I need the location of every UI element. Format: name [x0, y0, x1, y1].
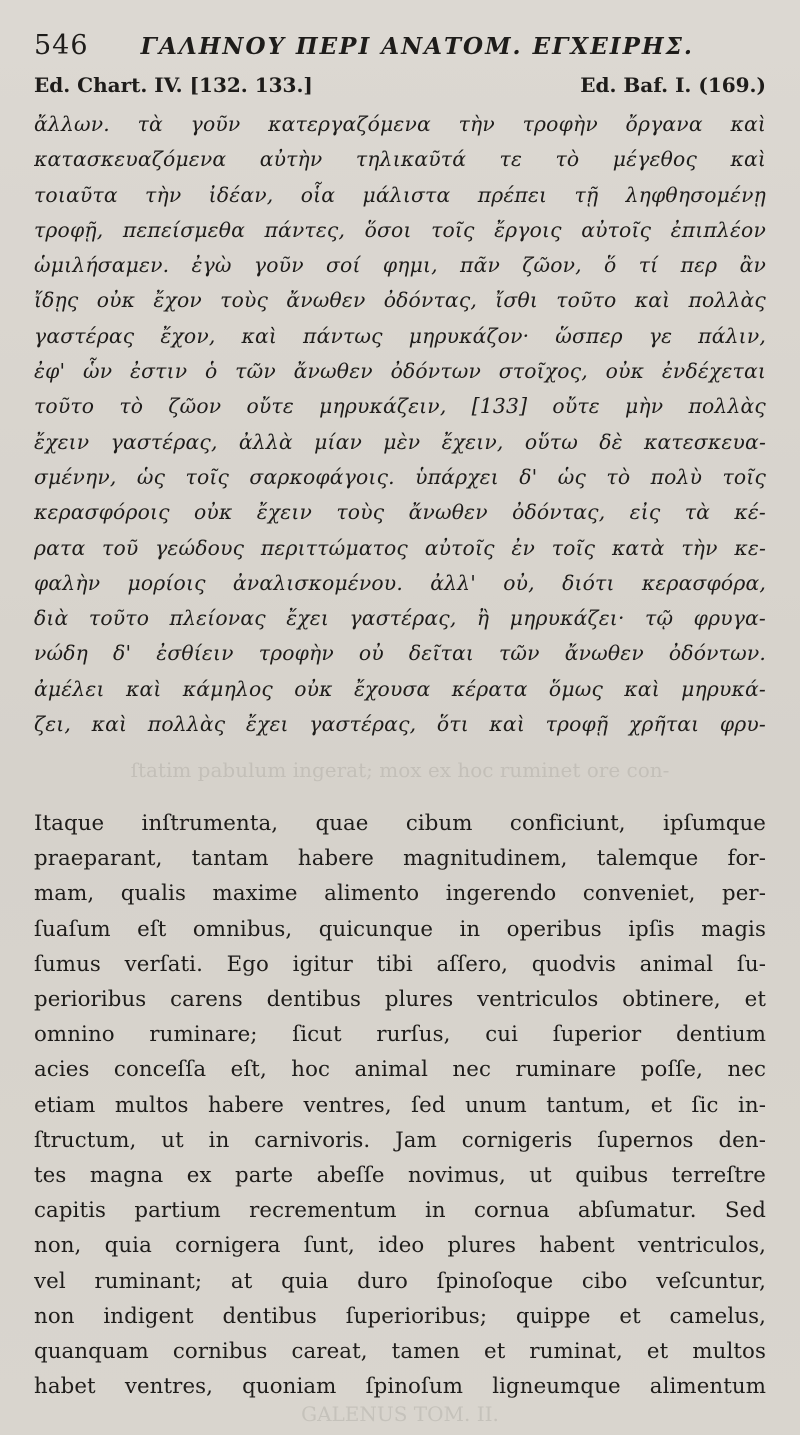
edition-reference-line: [34, 73, 766, 97]
latin-line: omnino ruminare; ſicut rurſus, cui ſuperior dentium: [34, 1022, 766, 1048]
greek-line: ὡμιλήσαμεν. ἐγὼ γοῦν σοί φημι, πᾶν ζῶον, ὅ τί περ ἂν: [34, 253, 766, 278]
page-number: 546: [34, 30, 89, 61]
running-title: ΓΑΛΗΝΟΥ ΠΕΡΙ ΑΝΑΤΟΜ. ΕΓΧΕΙΡΗΣ.: [140, 33, 694, 60]
edition-reference-left: Ed. Chart. IV. [132. 133.]: [34, 73, 313, 97]
latin-line: capitis partium recrementum in cornua abſumatur. Sed: [34, 1198, 766, 1224]
latin-line: quanquam cornibus careat, tamen et ruminat, et multos: [34, 1339, 766, 1365]
latin-line: acies conceſſa eſt, hoc animal nec ruminare poſſe, nec: [34, 1057, 766, 1083]
latin-line: tes magna ex parte abeſſe novimus, ut quibus terreſtre: [34, 1163, 766, 1189]
latin-line: Itaque inſtrumenta, quae cibum conficiunt, ipſumque: [34, 811, 766, 836]
latin-line: etiam multos habere ventres, ſed unum tantum, et ſic in-: [34, 1092, 766, 1118]
greek-line: τοῦτο τὸ ζῶον οὔτε μηρυκάζειν, [133] οὔτε μὴν πολλὰς: [34, 394, 766, 419]
greek-line: τοιαῦτα τὴν ἰδέαν, οἷα μάλιστα πρέπει τῇ ληφθησομένῃ: [34, 182, 766, 207]
greek-line: ἐφ' ὧν ἐστιν ὁ τῶν ἄνωθεν ὀδόντων στοῖχος, οὐκ ἐνδέχεται: [34, 359, 766, 384]
latin-line: non indigent dentibus ſuperioribus; quippe et camelus,: [34, 1303, 766, 1329]
latin-line: habet ventres, quoniam ſpinoſum ligneumque alimentum: [34, 1374, 766, 1400]
edition-reference-right: Ed. Baf. I. (169.): [580, 73, 766, 97]
greek-line: φαλὴν μορίοις ἀναλισκομένου. ἀλλ' οὐ, διότι κερασφόρα,: [34, 570, 766, 595]
latin-line: ſuaſum eſt omnibus, quicunque in operibus ipſis magis: [34, 916, 766, 942]
latin-line: non, quia cornigera ſunt, ideo plures habent ventriculos,: [34, 1233, 766, 1259]
greek-line: ἔχειν γαστέρας, ἀλλὰ μίαν μὲν ἔχειν, οὕτω δὲ κατεσκευα-: [34, 429, 766, 454]
latin-line: ſtructum, ut in carnivoris. Jam cornigeris ſupernos den-: [34, 1127, 766, 1153]
greek-line: σμένην, ὡς τοῖς σαρκοφάγοις. ὑπάρχει δ' ὡς τὸ πολὺ τοῖς: [34, 464, 766, 489]
greek-line: ἴδῃς οὐκ ἔχον τοὺς ἄνωθεν ὀδόντας, ἴσθι τοῦτο καὶ πολλὰς: [34, 288, 766, 313]
greek-line: διὰ τοῦτο πλείονας ἔχει γαστέρας, ἢ μηρυκάζει· τῷ φρυγα-: [34, 606, 766, 631]
greek-line: ἀμέλει καὶ κάμηλος οὐκ ἔχουσα κέρατα ὅμως καὶ μηρυκά-: [34, 676, 766, 701]
greek-line: ρατα τοῦ γεώδους περιττώματος αὐτοῖς ἐν τοῖς κατὰ τὴν κε-: [34, 535, 766, 560]
latin-line: praeparant, tantam habere magnitudinem, talemque for-: [34, 846, 766, 872]
greek-text-block: [34, 107, 766, 742]
page-header: [34, 30, 766, 64]
greek-line: τροφῇ, πεπείσμεθα πάντες, ὅσοι τοῖς ἔργοις αὐτοῖς ἐπιπλέον: [34, 217, 766, 242]
show-through-text-bottom: GALENUS TOM. II.: [301, 1402, 499, 1426]
latin-line: vel ruminant; at quia duro ſpinoſoque cibo veſcuntur,: [34, 1268, 766, 1294]
greek-line: ἄλλων. τὰ γοῦν κατεργαζόμενα τὴν τροφὴν ὄργανα καὶ: [34, 112, 766, 136]
latin-text-block: [34, 806, 766, 1404]
greek-line: κερασφόροις οὐκ ἔχειν τοὺς ἄνωθεν ὀδόντας, εἰς τὰ κέ-: [34, 500, 766, 525]
greek-line: ζει, καὶ πολλὰς ἔχει γαστέρας, ὅτι καὶ τροφῇ χρῆται φρυ-: [34, 712, 766, 737]
latin-line: mam, qualis maxime alimento ingerendo conveniet, per-: [34, 881, 766, 907]
show-through-text-top: ſtatim pabulum ingerat; mox ex hoc ruminet ore con-: [130, 758, 670, 782]
greek-line: κατασκευαζόμενα αὐτὴν τηλικαῦτά τε τὸ μέγεθος καὶ: [34, 147, 766, 172]
greek-line: νώδη δ' ἐσθίειν τροφὴν οὐ δεῖται τῶν ἄνωθεν ὀδόντων.: [34, 641, 766, 666]
latin-line: ſumus verſati. Ego igitur tibi aſſero, quodvis animal ſu-: [34, 951, 766, 977]
greek-line: γαστέρας ἔχον, καὶ πάντως μηρυκάζον· ὥσπερ γε πάλιν,: [34, 323, 766, 348]
latin-line: perioribus carens dentibus plures ventriculos obtinere, et: [34, 987, 766, 1013]
